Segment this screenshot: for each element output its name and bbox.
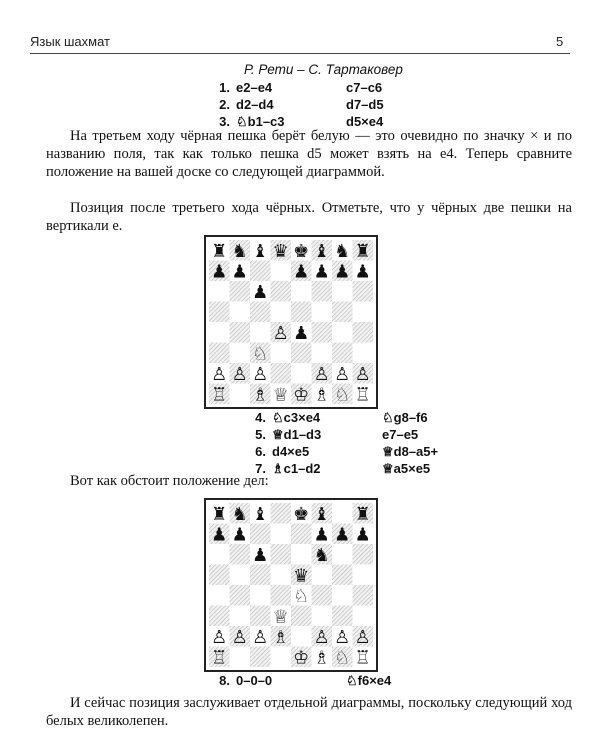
light-square <box>230 606 251 627</box>
black-knight-icon: ♞ <box>231 503 248 525</box>
black-move: ♘f6×e4 <box>346 673 392 688</box>
light-square <box>209 585 230 606</box>
moves-table-3 <box>208 672 416 689</box>
black-queen-icon: ♛ <box>293 565 310 587</box>
white-pawn-icon: ♙ <box>272 322 289 344</box>
black-pawn-icon: ♟ <box>334 524 351 546</box>
white-pawn-icon: ♙ <box>334 363 351 385</box>
black-king-icon: ♚ <box>293 503 310 525</box>
white-rook-icon: ♖ <box>211 384 228 404</box>
white-knight-icon: ♘ <box>334 647 351 667</box>
dark-square <box>332 606 353 627</box>
black-bishop-icon: ♝ <box>313 503 330 525</box>
move-row <box>208 79 416 96</box>
dark-square <box>230 544 251 565</box>
black-move: d7–d5 <box>346 97 384 112</box>
dark-square <box>312 281 333 302</box>
dark-square <box>312 322 333 343</box>
white-rook-icon: ♖ <box>354 384 371 404</box>
black-bishop-icon: ♝ <box>252 240 269 262</box>
white-bishop-icon: ♗ <box>313 647 330 667</box>
light-square <box>250 322 271 343</box>
move-number: 1. <box>219 80 230 95</box>
dark-square <box>230 281 251 302</box>
dark-square <box>250 261 271 282</box>
black-king-icon: ♚ <box>293 240 310 262</box>
move-row <box>244 443 452 460</box>
dark-square <box>230 322 251 343</box>
white-rook-icon: ♖ <box>354 647 371 667</box>
white-pawn-icon: ♙ <box>231 626 248 648</box>
white-pawn-icon: ♙ <box>231 363 248 385</box>
light-square <box>291 544 312 565</box>
black-rook-icon: ♜ <box>211 503 228 525</box>
light-square <box>332 281 353 302</box>
light-square <box>332 544 353 565</box>
light-square <box>312 606 333 627</box>
paragraph-4: И сейчас позиция заслуживает отдельной диаграммы, поскольку следующий ход белых великолепен. <box>46 695 572 729</box>
light-square <box>332 503 353 524</box>
white-pawn-icon: ♙ <box>211 626 228 648</box>
move-row <box>244 460 452 477</box>
move-number: 5. <box>255 427 266 442</box>
black-move: ♕a5×e5 <box>382 461 431 476</box>
dark-square <box>291 524 312 545</box>
black-move: ♘g8–f6 <box>382 410 428 425</box>
white-queen-icon: ♕ <box>272 384 289 404</box>
light-square <box>271 647 292 668</box>
white-move: ♘b1–c3 <box>236 114 285 129</box>
dark-square <box>250 524 271 545</box>
white-move: ♗c1–d2 <box>272 461 321 476</box>
chess-diagram-2 <box>204 498 378 672</box>
light-square <box>230 647 251 668</box>
paragraph-3: Вот как обстоит положение дел: <box>70 473 269 489</box>
white-pawn-icon: ♙ <box>211 363 228 385</box>
dark-square <box>271 281 292 302</box>
white-king-icon: ♔ <box>293 384 310 404</box>
dark-square <box>291 343 312 364</box>
running-header-title: Язык шахмат <box>30 34 110 49</box>
light-square <box>271 524 292 545</box>
dark-square <box>209 565 230 586</box>
black-pawn-icon: ♟ <box>313 261 330 283</box>
white-move: d2–d4 <box>236 97 274 112</box>
light-square <box>291 281 312 302</box>
black-knight-icon: ♞ <box>334 240 351 262</box>
dark-square <box>271 544 292 565</box>
move-number: 8. <box>219 673 230 688</box>
move-number: 3. <box>219 114 230 129</box>
dark-square <box>353 544 374 565</box>
dark-square <box>209 302 230 323</box>
black-move: d5×e4 <box>346 114 384 129</box>
dark-square <box>332 343 353 364</box>
dark-square <box>230 585 251 606</box>
move-row <box>244 409 452 426</box>
light-square <box>353 302 374 323</box>
black-move: e7–e5 <box>382 427 419 442</box>
light-square <box>312 302 333 323</box>
black-queen-icon: ♛ <box>272 240 289 262</box>
dark-square <box>271 503 292 524</box>
light-square <box>230 302 251 323</box>
dark-square <box>271 585 292 606</box>
move-row <box>208 96 416 113</box>
dark-square <box>291 606 312 627</box>
black-pawn-icon: ♟ <box>231 524 248 546</box>
dark-square <box>209 343 230 364</box>
black-rook-icon: ♜ <box>354 503 371 525</box>
black-pawn-icon: ♟ <box>293 261 310 283</box>
black-pawn-icon: ♟ <box>252 281 269 303</box>
light-square <box>332 585 353 606</box>
move-number: 7. <box>255 461 266 476</box>
chess-board-1-svg <box>209 240 373 404</box>
move-row <box>244 426 452 443</box>
game-title: Р. Рети – С. Тартаковер <box>244 62 403 77</box>
black-pawn-icon: ♟ <box>354 524 371 546</box>
dark-square <box>250 647 271 668</box>
dark-square <box>250 565 271 586</box>
black-move: ♕d8–a5+ <box>382 444 439 459</box>
move-row <box>208 672 416 689</box>
white-knight-icon: ♘ <box>252 343 269 365</box>
paragraph-1: На третьем ходу чёрная пешка берёт белую — это очевидно по значку × и по названию поля, так как только пешка d5 может взять на e4. Теперь сравните положение на вашей доске со следующей диаграммой. <box>46 128 572 180</box>
light-square <box>312 343 333 364</box>
dark-square <box>312 585 333 606</box>
header-rule <box>30 53 570 54</box>
black-pawn-icon: ♟ <box>231 261 248 283</box>
moves-table-1 <box>208 79 416 130</box>
white-pawn-icon: ♙ <box>354 626 371 648</box>
white-bishop-icon: ♗ <box>313 384 330 404</box>
light-square <box>250 585 271 606</box>
light-square <box>291 363 312 384</box>
black-pawn-icon: ♟ <box>211 524 228 546</box>
black-pawn-icon: ♟ <box>252 544 269 566</box>
white-move: ♘c3×e4 <box>272 410 321 425</box>
white-pawn-icon: ♙ <box>354 363 371 385</box>
light-square <box>209 281 230 302</box>
chess-diagram-1 <box>204 235 378 409</box>
dark-square <box>332 565 353 586</box>
paragraph-2: Позиция после третьего хода чёрных. Отметьте, что у чёрных две пешки на вертикали e. <box>46 200 572 234</box>
dark-square <box>353 281 374 302</box>
white-bishop-icon: ♗ <box>252 384 269 404</box>
white-king-icon: ♔ <box>293 647 310 667</box>
move-number: 2. <box>219 97 230 112</box>
moves-table-2 <box>244 409 452 477</box>
dark-square <box>332 302 353 323</box>
white-rook-icon: ♖ <box>211 647 228 667</box>
black-pawn-icon: ♟ <box>293 322 310 344</box>
dark-square <box>271 363 292 384</box>
light-square <box>353 565 374 586</box>
black-pawn-icon: ♟ <box>334 261 351 283</box>
light-square <box>353 343 374 364</box>
black-pawn-icon: ♟ <box>313 524 330 546</box>
light-square <box>271 261 292 282</box>
light-square <box>332 322 353 343</box>
white-move: ♕d1–d3 <box>272 427 322 442</box>
black-knight-icon: ♞ <box>231 240 248 262</box>
chess-board-2-svg <box>209 503 373 667</box>
light-square <box>230 384 251 405</box>
light-square <box>209 544 230 565</box>
move-number: 6. <box>255 444 266 459</box>
light-square <box>312 565 333 586</box>
white-move: 0–0–0 <box>236 673 273 688</box>
white-move: e2–e4 <box>236 80 273 95</box>
light-square <box>230 343 251 364</box>
light-square <box>209 322 230 343</box>
page-number: 5 <box>556 34 564 49</box>
light-square <box>271 302 292 323</box>
light-square <box>271 565 292 586</box>
white-pawn-icon: ♙ <box>252 626 269 648</box>
dark-square <box>250 302 271 323</box>
dark-square <box>209 606 230 627</box>
white-knight-icon: ♘ <box>334 384 351 404</box>
light-square <box>230 565 251 586</box>
white-queen-icon: ♕ <box>272 606 289 628</box>
black-knight-icon: ♞ <box>313 544 330 566</box>
black-bishop-icon: ♝ <box>313 240 330 262</box>
black-rook-icon: ♜ <box>211 240 228 262</box>
white-bishop-icon: ♗ <box>272 626 289 648</box>
light-square <box>291 626 312 647</box>
black-bishop-icon: ♝ <box>252 503 269 525</box>
white-move: d4×e5 <box>272 444 310 459</box>
move-number: 4. <box>255 410 266 425</box>
white-pawn-icon: ♙ <box>334 626 351 648</box>
white-pawn-icon: ♙ <box>252 363 269 385</box>
dark-square <box>353 322 374 343</box>
dark-square <box>353 585 374 606</box>
white-pawn-icon: ♙ <box>313 626 330 648</box>
black-rook-icon: ♜ <box>354 240 371 262</box>
light-square <box>353 606 374 627</box>
light-square <box>271 343 292 364</box>
white-knight-icon: ♘ <box>293 585 310 607</box>
dark-square <box>250 606 271 627</box>
black-pawn-icon: ♟ <box>211 261 228 283</box>
white-pawn-icon: ♙ <box>313 363 330 385</box>
black-move: c7–c6 <box>346 80 383 95</box>
black-pawn-icon: ♟ <box>354 261 371 283</box>
dark-square <box>291 302 312 323</box>
